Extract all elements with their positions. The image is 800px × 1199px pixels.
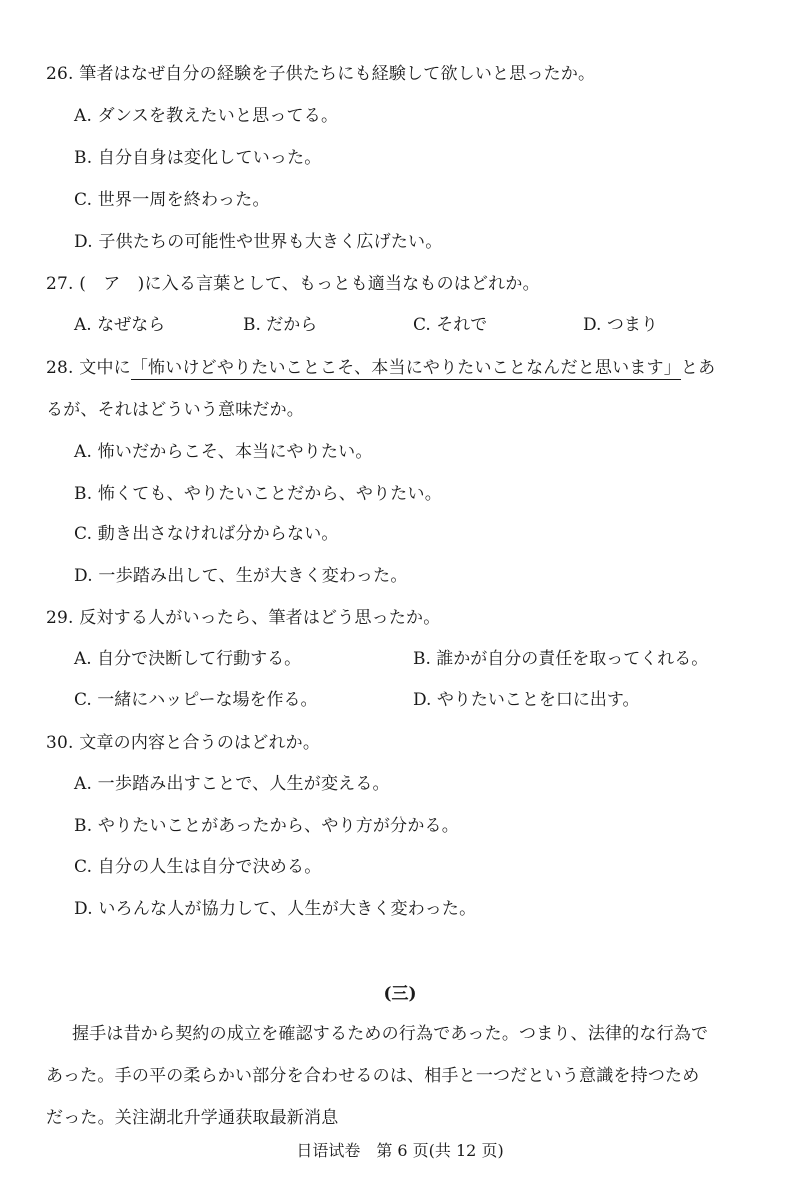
question-28-option-c: C. 動き出さなければ分からない。 (74, 524, 339, 544)
question-28-quote: 「怖いけどやりたいことこそ、本当にやりたいことなんだと思います」 (130, 358, 681, 378)
question-28-prefix: 28. 文中に (46, 358, 131, 378)
question-26-option-d: D. 子供たちの可能性や世界も大きく広げたい。 (74, 232, 443, 252)
question-27: 27. ( ア )に入る言葉として、もっとも適当なものはどれか。 (46, 274, 540, 294)
question-28-suffix: とあ (680, 358, 716, 378)
question-28-option-d: D. 一歩踏み出して、生が大きく変わった。 (74, 566, 408, 586)
question-27-option-b: B. だから (243, 315, 318, 335)
section-3-title: (三) (383, 984, 417, 1004)
question-30-option-a: A. 一歩踏み出すことで、人生が変える。 (74, 774, 390, 794)
question-26: 26. 筆者はなぜ自分の経験を子供たちにも経験して欲しいと思ったか。 (46, 64, 596, 84)
question-29-option-c: C. 一緒にハッピーな場を作る。 (74, 690, 318, 710)
question-28-option-a: A. 怖いだからこそ、本当にやりたい。 (74, 442, 373, 462)
question-28-continuation: るが、それはどういう意味だか。 (46, 400, 304, 420)
question-26-option-c: C. 世界一周を終わった。 (74, 190, 270, 210)
question-29-option-d: D. やりたいことを口に出す。 (413, 690, 640, 710)
question-29: 29. 反対する人がいったら、筆者はどう思ったか。 (46, 608, 441, 628)
question-27-option-a: A. なぜなら (74, 315, 166, 335)
question-30-option-c: C. 自分の人生は自分で決める。 (74, 857, 322, 877)
question-29-option-b: B. 誰かが自分の責任を取ってくれる。 (413, 649, 709, 669)
section-3-paragraph-line-3: だった。关注湖北升学通获取最新消息 (46, 1108, 339, 1128)
question-28-option-b: B. 怖くても、やりたいことだから、やりたい。 (74, 484, 442, 504)
question-29-option-a: A. 自分で決断して行動する。 (74, 649, 302, 669)
question-27-option-c: C. それで (413, 315, 488, 335)
question-30-option-d: D. いろんな人が協力して、人生が大きく変わった。 (74, 899, 477, 919)
page-footer: 日语试卷 第 6 页(共 12 页) (296, 1141, 504, 1160)
question-30: 30. 文章の内容と合うのはどれか。 (46, 733, 321, 753)
section-3-paragraph-line-1: 握手は昔から契約の成立を確認するための行為であった。つまり、法律的な行為で (72, 1024, 709, 1044)
section-3-paragraph-line-2: あった。手の平の柔らかい部分を合わせるのは、相手と一つだという意識を持つため (46, 1066, 700, 1086)
question-30-option-b: B. やりたいことがあったから、やり方が分かる。 (74, 816, 459, 836)
question-27-option-d: D. つまり (583, 315, 658, 335)
question-28 (46, 356, 715, 380)
question-26-option-a: A. ダンスを教えたいと思ってる。 (74, 106, 339, 126)
question-26-option-b: B. 自分自身は変化していった。 (74, 148, 322, 168)
